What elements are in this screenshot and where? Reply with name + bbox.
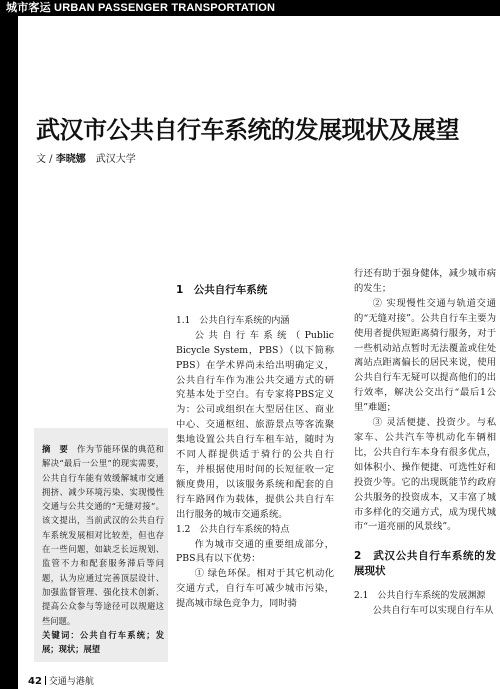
section-heading-1: 1 公共自行车系统 [176, 284, 268, 296]
byline [36, 150, 136, 165]
subsection-heading-1-2: 1.2 公共自行车系统的特点 [176, 524, 290, 535]
journal-name: 交通与港航 [48, 677, 94, 687]
paragraph: ① 绿色环保。相对于其它机动化交通方式，自行车可减少城市污染，提高城市绿色竞争力，同时骑 [176, 568, 334, 610]
abstract-box [34, 428, 168, 662]
column-1 [176, 283, 334, 612]
section-heading-2: 2 武汉公共自行车系统的发展现状 [354, 550, 496, 578]
keywords-text: 公共自行车系统；发展；现状；展望 [42, 629, 164, 655]
paragraph: 行还有助于强身健体，减少城市病的发生； [354, 268, 496, 294]
author-name: 李晓娜 [55, 154, 86, 165]
left-margin-bar [0, 16, 18, 689]
subsection-heading-2-1: 2.1 公共自行车系统的发展渊源 [354, 591, 486, 602]
abstract-text: 作为节能环保的典范和解决“最后一公里”的现实需要，公共自行车能有效缓解城市交通拥挤、减少环境污染、实现慢性交通与公共交通的“无缝对接”。该文提出，当前武汉的公共自行车系统发展相对比较差，但也存在一些问题，如缺乏长远规划、监管不力和配套服务滞后等问题，认为应通过完善顶层设计、加强监督管理、强化技术创新、提高公众参与等途径可以规避这些问题。 [42, 444, 164, 626]
keywords [42, 628, 164, 657]
column-2 [354, 267, 496, 619]
section-banner: 城市客运 URBAN PASSENGER TRANSPORTATION [0, 0, 500, 16]
author-label: 文 / [36, 154, 56, 165]
page-number: 42 [28, 676, 42, 687]
paragraph: 公共自行车可以实现自行车从 [372, 605, 494, 617]
subsection-heading-1-1: 1.1 公共自行车系统的内涵 [176, 315, 290, 326]
paragraph: 公共自行车系统（Public Bicycle System，PBS）（以下简称PBS）在学术界尚未给出明确定义，公共自行车作为准公共交通方式的研究基本处于空白。有专家将PBS定义为：公司或组织在大型居住区、商业中心、交通枢纽、旅游景点等客流聚集地设置公共自行车租车站，随时为不同人群提供适于骑行的公共自行车，并根据使用时间的长短征收一定额度费用，以该服务系统和配套的自行车路网作为载体，提供公共自行车出行服务的城市交通系统。 [176, 329, 334, 520]
article-title: 武汉市公共自行车系统的发展现状及展望 [36, 116, 459, 144]
keywords-label: 关键词： [42, 629, 80, 640]
page-footer [28, 674, 94, 687]
paragraph: ② 实现慢性交通与轨道交通的“无缝对接”。公共自行车主要为使用者提供短距离骑行服务，对于一些机动站点暂时无法覆盖或住处离站点距离偏长的居民来说，使用公共自行车无疑可以提高他们的出行效率，解决公交出行“最后1公里”难题； [354, 297, 496, 414]
paragraph: ③ 灵活便捷、投资少。与私家车、公共汽车等机动化车辆相比，公共自行车本身有很多优点，如体积小、操作便捷、可选性好和投资少等。它的出现既能节约政府公共服务的投资成本，又丰富了城市多样化的交通方式，成为现代城市“一道亮丽的风景线”。 [354, 417, 496, 533]
abstract-label: 摘 要 [42, 444, 69, 454]
paragraph: 作为城市交通的重要组成部分，PBS具有以下优势： [176, 538, 334, 565]
affiliation: 武汉大学 [95, 154, 136, 165]
